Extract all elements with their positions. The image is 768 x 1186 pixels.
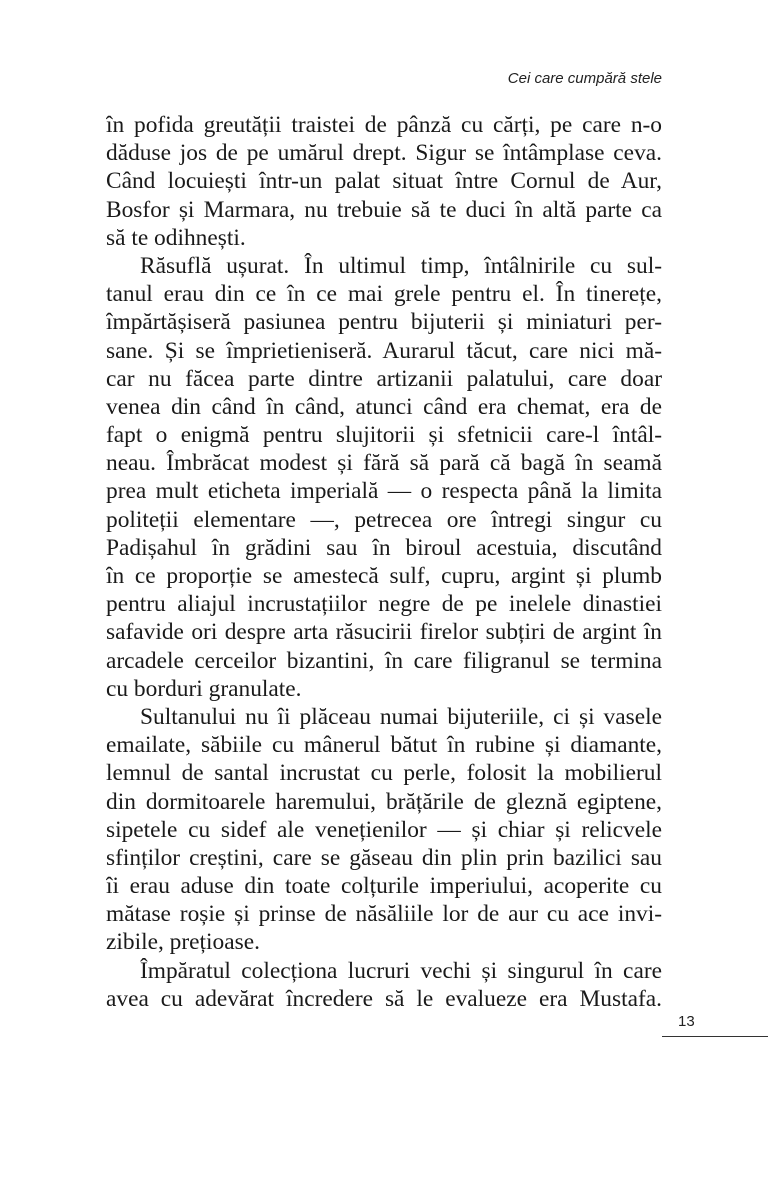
text-line: emailate, săbiile cu mânerul bătut în rubine și diamante, [106,732,662,759]
text-line: din dormitoarele haremului, brățările de gleznă egiptene, [106,788,662,815]
text-line: mătase roșie și prinse de năsăliile lor de aur cu ace invi- [106,901,662,928]
paragraph-4 [106,957,662,1013]
text-line: îi erau aduse din toate colțurile imperiului, acoperite cu [106,873,662,900]
text-line: sfinților creștini, care se găseau din plin prin bazilici sau [106,844,662,871]
text-line: sipetele cu sidef ale venețienilor — și chiar și relicvele [106,816,662,843]
text-line: Împăratul colecționa lucruri vechi și singurul în care [140,957,662,984]
running-header: Cei care cumpără stele [507,70,662,87]
text-line: safavide ori despre arta răsucirii firelor subțiri de argint în [106,619,662,646]
text-line: fapt o enigmă pentru slujitorii și sfetnicii care-l întâl- [106,422,662,449]
paragraph-3 [106,703,662,957]
text-line: împărtășiseră pasiunea pentru bijuterii și miniaturi per- [106,309,662,336]
body-text [106,111,662,1013]
text-line: dăduse jos de pe umărul drept. Sigur se întâmplase ceva. [106,140,662,167]
text-line: Bosfor și Marmara, nu trebuie să te duci în altă parte ca [106,196,662,223]
text-line: lemnul de santal incrustat cu perle, folosit la mobilierul [106,760,662,787]
text-line: neau. Îmbrăcat modest și fără să pară că bagă în seamă [106,450,662,477]
page-number: 13 [678,1013,695,1030]
text-line: cu borduri granulate. [106,675,302,702]
text-line: tanul erau din ce în ce mai grele pentru el. În tinerețe, [106,281,662,308]
text-line: sane. Și se împrietieniseră. Aurarul tăcut, care nici mă- [106,337,662,364]
text-line: zibile, prețioase. [106,929,260,956]
text-line: pentru aliajul incrustațiilor negre de pe inelele dinastiei [106,591,662,618]
text-line: arcadele cerceilor bizantini, în care filigranul se termina [106,647,662,674]
paragraph-1 [106,111,662,252]
text-line: în ce proporție se amestecă sulf, cupru, argint și plumb [106,563,662,589]
text-line: politeții elementare —, petrecea ore întregi singur cu [106,506,662,533]
text-line: Când locuiești într-un palat situat între Cornul de Aur, [106,168,662,195]
text-line: în pofida greutății traistei de pânză cu cărți, pe care n-o [106,112,662,138]
text-line: venea din când în când, atunci când era chemat, era de [106,393,662,420]
text-line: Sultanului nu îi plăceau numai bijuteriile, ci și vasele [140,703,662,730]
footer-rule [662,1036,768,1037]
text-line: Padișahul în grădini sau în biroul acestuia, discutând [106,534,662,561]
text-line: Răsuflă ușurat. În ultimul timp, întâlnirile cu sul- [140,252,662,279]
paragraph-2 [106,252,662,703]
text-line: să te odihnești. [106,224,246,251]
text-line: car nu făcea parte dintre artizanii palatului, care doar [106,365,662,392]
text-line: prea mult eticheta imperială — o respecta până la limita [106,478,662,505]
text-line: avea cu adevărat încredere să le evalueze era Mustafa. [106,985,662,1012]
